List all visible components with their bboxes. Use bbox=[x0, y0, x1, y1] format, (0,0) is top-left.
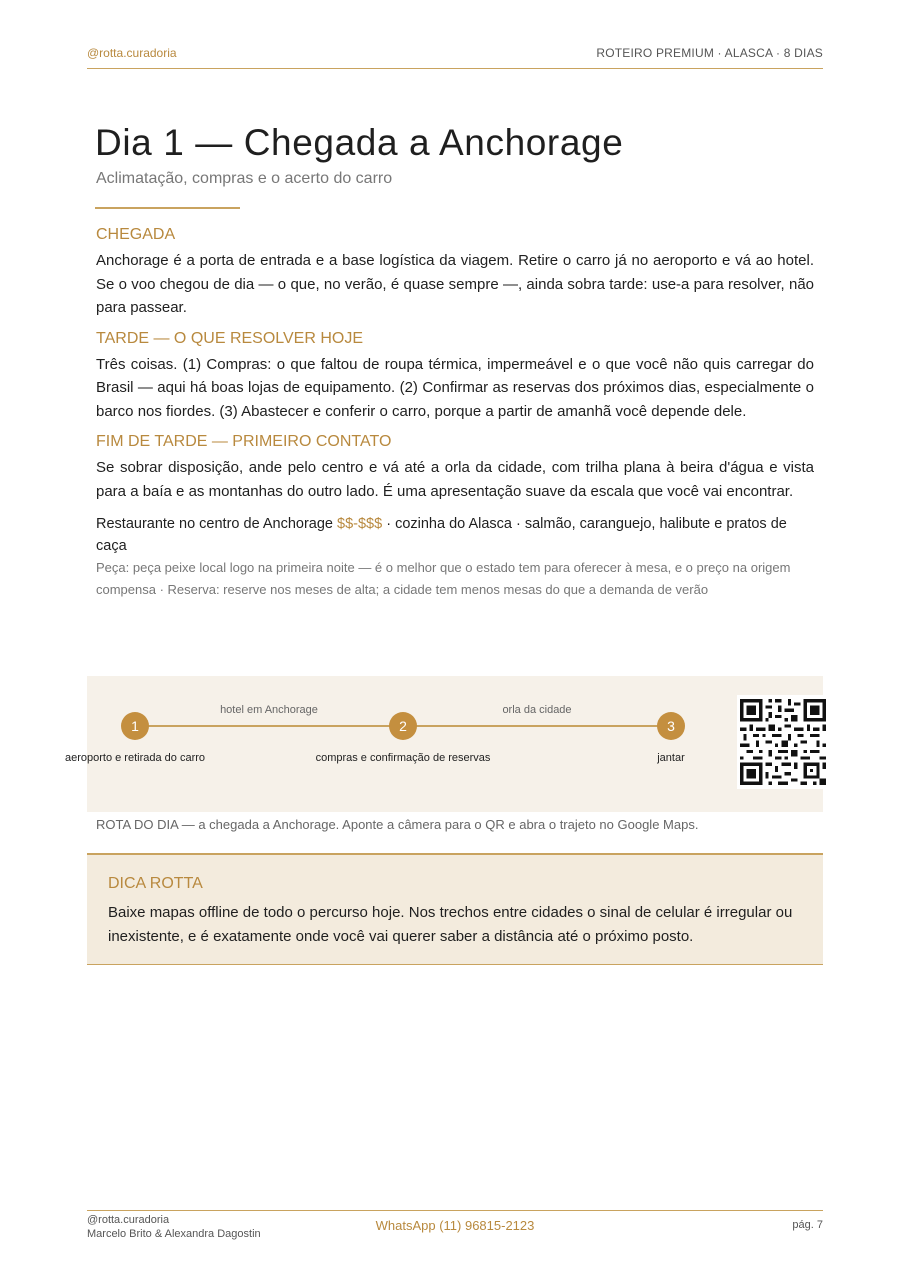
route-leg-line bbox=[403, 725, 671, 727]
tip-box bbox=[87, 853, 823, 965]
page-footer bbox=[87, 1210, 823, 1251]
section-chegada bbox=[96, 226, 814, 320]
restaurant-line bbox=[96, 513, 814, 557]
route-leg-line bbox=[135, 725, 403, 727]
section-tarde bbox=[96, 330, 814, 424]
route-stop-label: aeroporto e retirada do carro bbox=[64, 752, 206, 764]
page-number: pág. 7 bbox=[792, 1219, 823, 1231]
section-body: Anchorage é a porta de entrada e a base logística da viagem. Retire o carro já no aeroporto e vá ao hotel. Se o voo chegou de dia — o que, no verão, é quase sempre —, ainda sobra tarde: use-a para resolver, não para passear. bbox=[96, 252, 814, 316]
restaurant-price: $$-$$$ bbox=[337, 516, 383, 532]
title-divider bbox=[95, 207, 240, 209]
route-stop-label: compras e confirmação de reservas bbox=[315, 752, 491, 764]
header-series: ROTEIRO PREMIUM · ALASCA · 8 DIAS bbox=[596, 46, 823, 60]
page-title: Dia 1 — Chegada a Anchorage bbox=[95, 122, 624, 163]
restaurant-details: · cozinha do Alasca · salmão, caranguejo, halibute e pratos de caça bbox=[96, 516, 787, 554]
route-stop-label: jantar bbox=[657, 752, 685, 764]
day-content bbox=[96, 226, 814, 600]
footer-authors: Marcelo Brito & Alexandra Dagostin bbox=[87, 1228, 261, 1240]
restaurant-name: Restaurante no centro de Anchorage bbox=[96, 516, 333, 532]
route-stop-marker: 2 bbox=[389, 712, 417, 740]
footer-handle: @rotta.curadoria bbox=[87, 1214, 170, 1226]
route-leg-label: hotel em Anchorage bbox=[220, 704, 318, 716]
qr-code-icon[interactable] bbox=[737, 695, 829, 789]
page-subtitle: Aclimatação, compras e o acerto do carro bbox=[96, 170, 393, 187]
section-heading: CHEGADA bbox=[96, 226, 176, 243]
section-body: Se sobrar disposição, ande pelo centro e vá até a orla da cidade, com trilha plana à beira d'água e vista para a baía e as montanhas do outro lado. É uma apresentação suave da escala que você vai encontrar. bbox=[96, 459, 814, 500]
section-body: Três coisas. (1) Compras: o que faltou de roupa térmica, impermeável e o que você não quis carregar do Brasil — aqui há boas lojas de equipamento. (2) Confirmar as reservas dos próximos dias, especialmente o barco nos fiordes. (3) Abastecer e conferir o carro, porque a partir de amanhã você depende dele. bbox=[96, 355, 814, 420]
page-header bbox=[87, 46, 823, 69]
header-handle: @rotta.curadoria bbox=[87, 46, 177, 60]
tip-title: DICA ROTTA bbox=[108, 875, 203, 892]
restaurant-note: Peça: peça peixe local logo na primeira noite — é o melhor que o estado tem para oferecer à mesa, e o preço na origem compensa · Reserva: reserve nos meses de alta; a cidade tem menos mesas do que a demanda de verão bbox=[96, 560, 791, 597]
section-heading: TARDE — O QUE RESOLVER HOJE bbox=[96, 329, 364, 347]
route-leg-label: orla da cidade bbox=[502, 704, 572, 716]
section-fim-de-tarde bbox=[96, 433, 814, 503]
tip-body: Baixe mapas offline de todo o percurso hoje. Nos trechos entre cidades o sinal de celular é irregular ou inexistente, e é exatamente onde você vai querer saber a distância até o próximo posto. bbox=[108, 904, 793, 945]
whatsapp-link[interactable]: WhatsApp (11) 96815-2123 bbox=[375, 1218, 535, 1233]
section-heading: FIM DE TARDE — PRIMEIRO CONTATO bbox=[96, 433, 392, 450]
route-stop-marker: 3 bbox=[657, 712, 685, 740]
route-caption: ROTA DO DIA — a chegada a Anchorage. Aponte a câmera para o QR e abra o trajeto no Google Maps. bbox=[96, 817, 699, 832]
route-map bbox=[64, 676, 823, 812]
route-stop-marker: 1 bbox=[121, 712, 149, 740]
